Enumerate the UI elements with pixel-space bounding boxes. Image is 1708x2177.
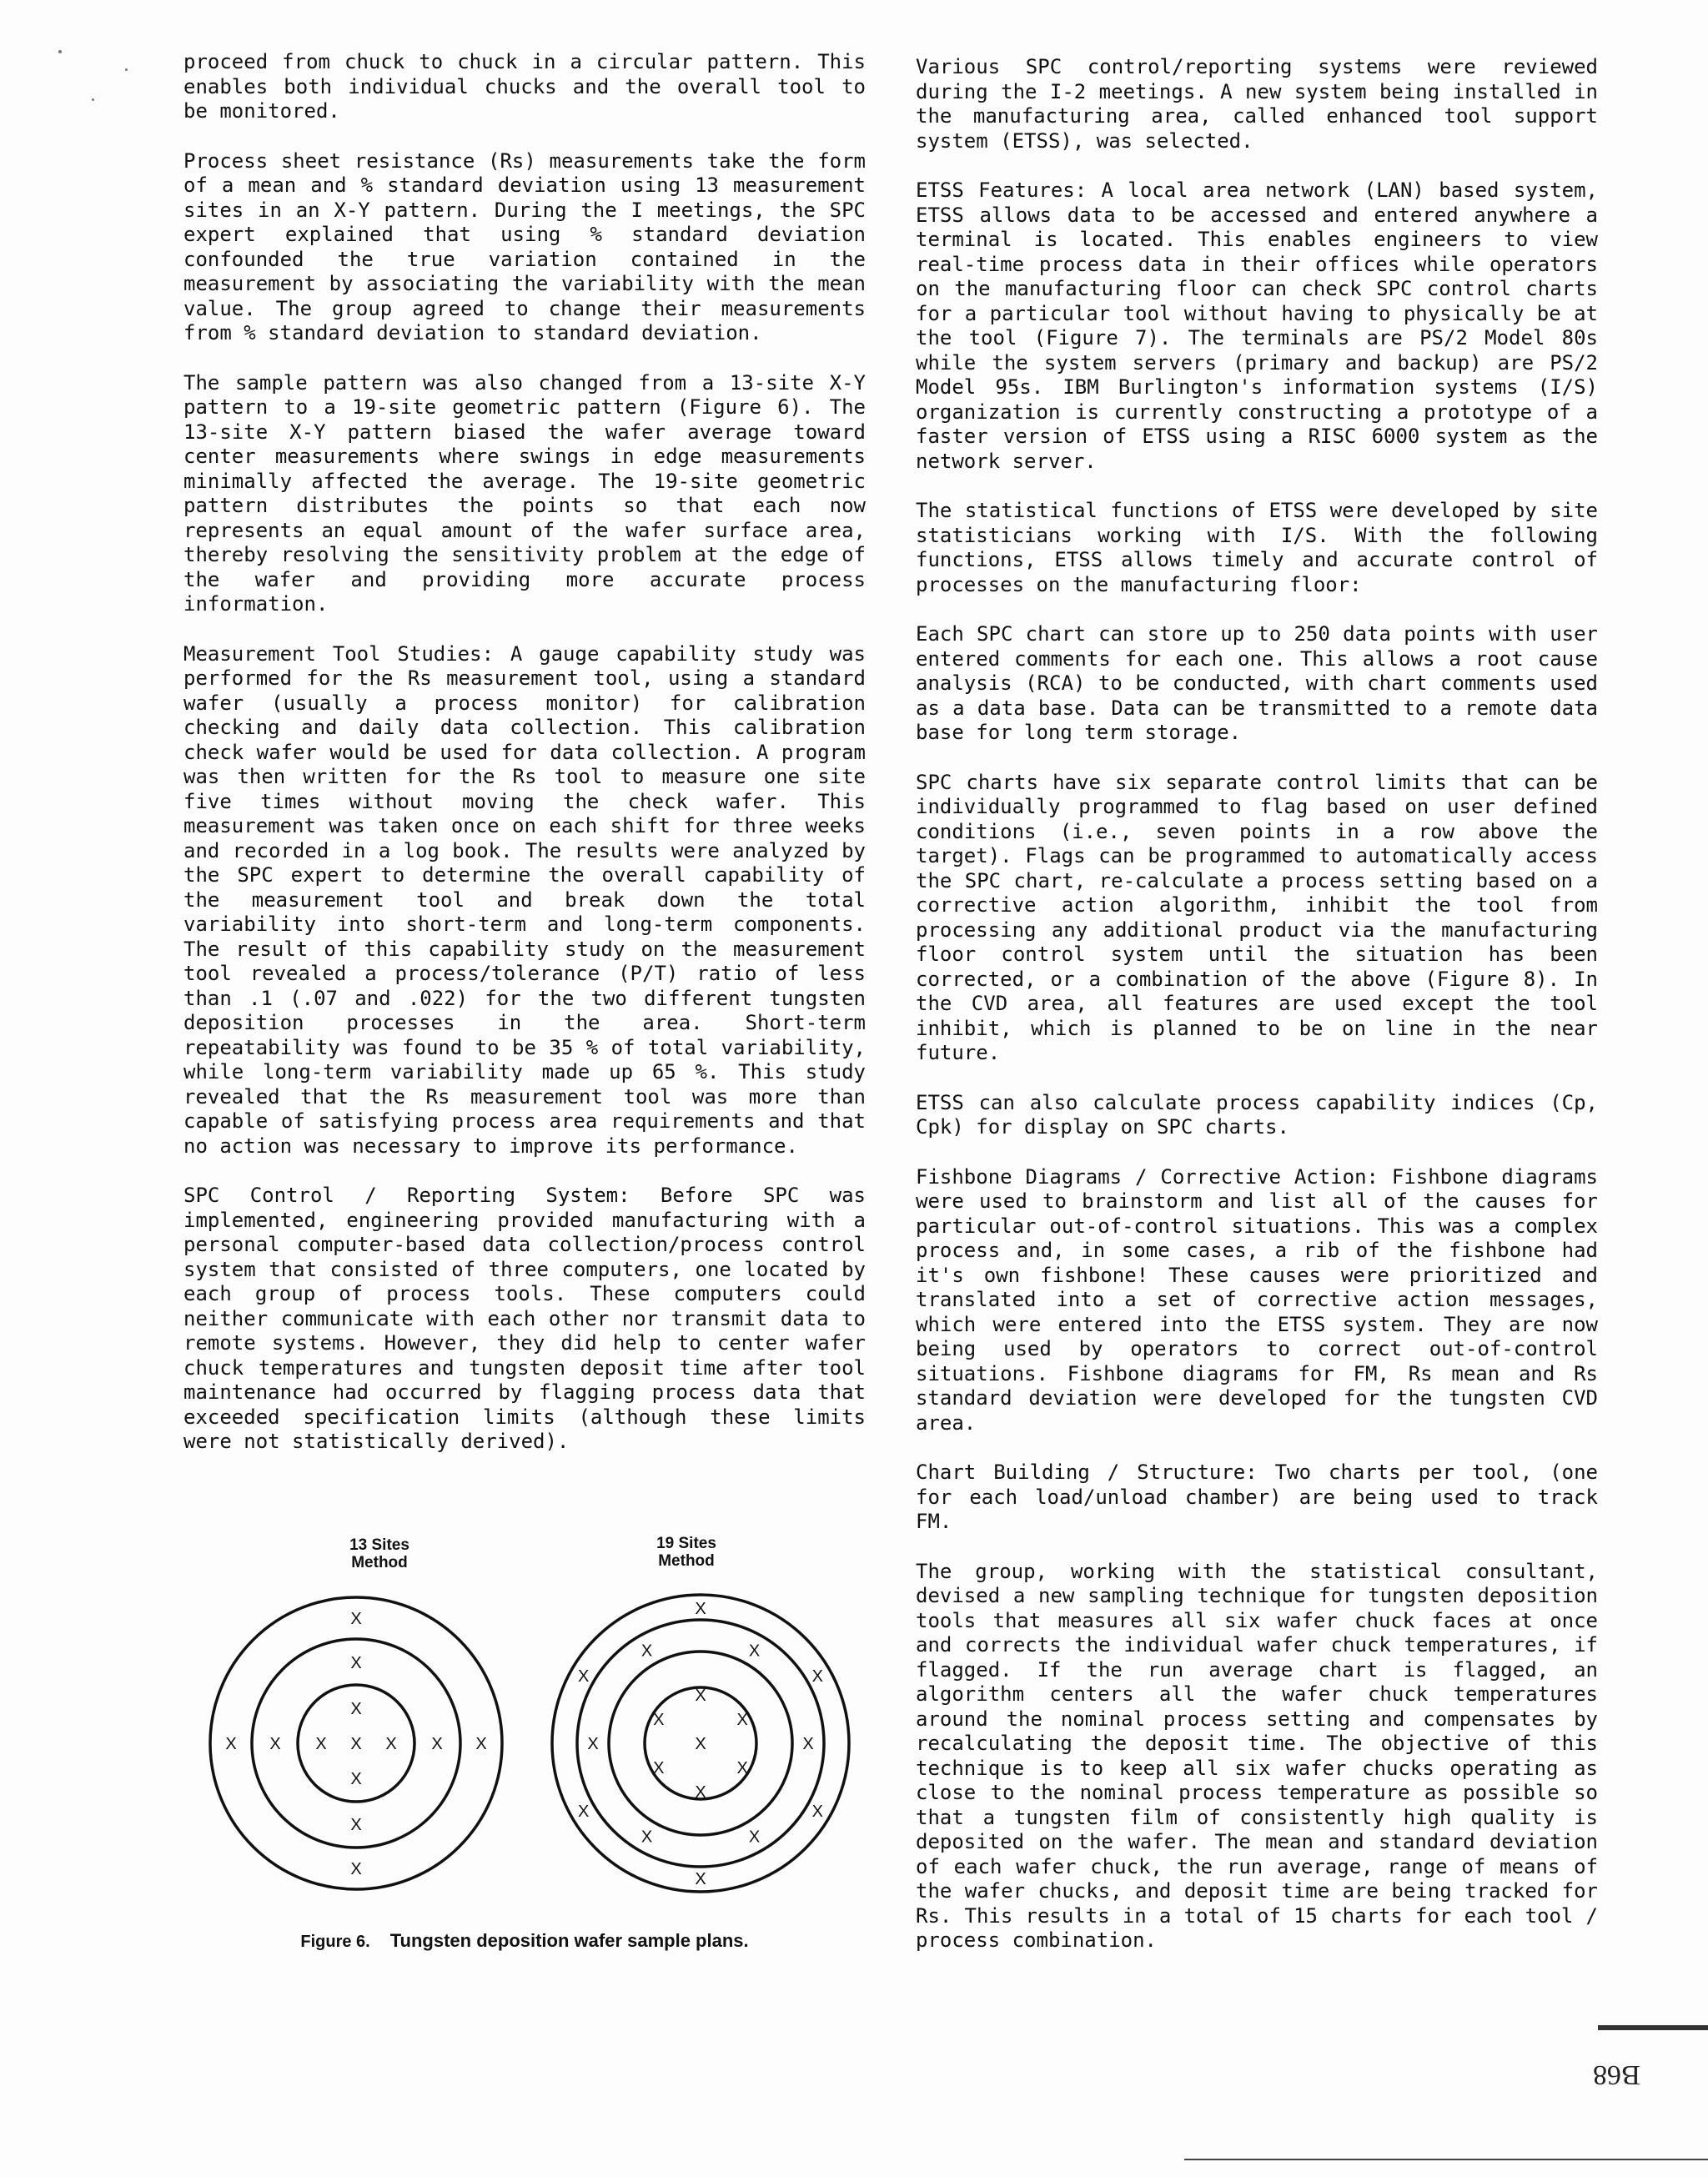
right-paragraph-9: The group, working with the statistical consultant, devised a new sampling technique for tungsten deposition tools that measures all six wafer chuck faces at once and corrects the individual wafer chuck temperatures, if flagged. If the run average chart is flagged, an algorithm centers all the wafer chuck temperatures around the nominal process setting and compensates by recalculating the deposit time. The objective of this technique is to keep all six wafer chucks operating as close to the nominal process temperature as possible so that a tungsten film of consistently high quality is deposited on the wafer. The mean and standard deviation of each wafer chuck, the run average, range of means of the wafer chucks, and deposit time are being tracked for Rs. This results in a total of 15 charts for each tool / process combination.	[916, 1559, 1598, 1952]
measurement-site-marker: X	[350, 1860, 362, 1878]
wafer-diagrams	[183, 1533, 866, 1925]
figure-label-13-sites-line2: Method	[351, 1554, 408, 1571]
measurement-site-marker: X	[225, 1735, 237, 1753]
bottom-rule	[1184, 2159, 1708, 2160]
measurement-site-marker: X	[811, 1802, 823, 1821]
right-paragraph-8: Chart Building / Structure: Two charts per tool, (one for each load/unload chamber) are being used to track FM.	[916, 1461, 1598, 1533]
measurement-site-marker: X	[695, 1687, 706, 1705]
measurement-site-marker: X	[695, 1783, 706, 1802]
measurement-site-marker: X	[640, 1642, 653, 1661]
figure-label-19-sites-line2: Method	[658, 1552, 715, 1570]
measurement-site-marker: X	[748, 1828, 761, 1847]
scan-speck	[125, 68, 128, 71]
measurement-site-marker: X	[802, 1735, 814, 1753]
measurement-site-marker: X	[350, 1610, 362, 1628]
figure-caption-text: Tungsten deposition wafer sample plans.	[389, 1930, 749, 1951]
right-paragraph-4: Each SPC chart can store up to 250 data points with user entered comments for each one. This allows a root cause analysis (RCA) to be conducted, with chart comments used as a data base. Data can be transmitted to a remote data base for long term storage.	[916, 622, 1598, 744]
measurement-site-marker: X	[587, 1735, 599, 1753]
figure-caption	[183, 1930, 866, 1952]
measurement-site-marker: X	[350, 1735, 362, 1753]
measurement-site-marker: X	[736, 1711, 748, 1729]
measurement-site-marker: X	[578, 1802, 590, 1821]
measurement-site-marker: X	[431, 1735, 443, 1753]
measurement-site-marker: X	[640, 1828, 653, 1847]
right-paragraph-7: Fishbone Diagrams / Corrective Action: Fishbone diagrams were used to brainstorm and list all of the causes for particular out-of-control situations. This was a complex process and, in some cases, a rib of the fishbone had it's own fishbone! These causes were prioritized and translated into a set of corrective action messages, which were entered into the ETSS system. They are now being used by operators to correct out-of-control situations. Fishbone diagrams for FM, Rs mean and Rs standard deviation were developed for the tungsten CVD area.	[916, 1164, 1598, 1435]
measurement-site-marker: X	[315, 1735, 327, 1753]
figure-6	[183, 1533, 866, 1967]
scan-speck	[92, 98, 94, 101]
wafer-13-sites-diagram	[210, 1597, 502, 1889]
measurement-site-marker: X	[695, 1600, 706, 1618]
measurement-site-marker: X	[350, 1816, 362, 1834]
right-text-column	[916, 55, 1598, 1978]
measurement-site-marker: X	[695, 1735, 706, 1753]
measurement-site-marker: X	[695, 1870, 706, 1888]
left-text-column	[183, 50, 866, 1480]
right-paragraph-2: ETSS Features: A local area network (LAN) based system, ETSS allows data to be accessed and entered anywhere a terminal is located. This enables engineers to view real-time process data in their offices while operators on the manufacturing floor can check SPC control charts for a particular tool without having to physically be at the tool (Figure 7). The terminals are PS/2 Model 80s while the system servers (primary and backup) are PS/2 Model 95s. IBM Burlington's information systems (I/S) organization is currently constructing a prototype of a faster version of ETSS using a RISC 6000 system as the network server.	[916, 178, 1598, 473]
figure-label-19-sites-line1: 19 Sites	[656, 1535, 716, 1552]
measurement-site-marker: X	[350, 1654, 362, 1672]
measurement-site-marker: X	[736, 1759, 748, 1777]
left-paragraph-2: Process sheet resistance (Rs) measurements take the form of a mean and % standard deviation using 13 measurement sites in an X-Y pattern. During the I meetings, the SPC expert explained that using % standard deviation confounded the true variation contained in the measurement by associating the variability with the mean value. The group agreed to change their measurements from % standard deviation to standard deviation.	[183, 148, 866, 344]
wafer-19-sites-diagram	[552, 1595, 849, 1892]
right-paragraph-6: ETSS can also calculate process capability indices (Cp, Cpk) for display on SPC charts.	[916, 1090, 1598, 1139]
figure-label-13-sites-line1: 13 Sites	[349, 1536, 409, 1554]
scan-margin-bar	[1598, 2025, 1708, 2030]
left-paragraph-5: SPC Control / Reporting System: Before SPC was implemented, engineering provided manufacturing with a personal computer-based data collection/process control system that consisted of three computers, one located by each group of process tools. These computers could neither communicate with each other nor transmit data to remote systems. However, they did help to center wafer chuck temperatures and tungsten deposit time after tool maintenance had occurred by flagging process data that exceeded specification limits (although these limits were not statistically derived).	[183, 1184, 866, 1453]
page-number: B68	[1593, 2059, 1640, 2090]
measurement-site-marker: X	[748, 1642, 761, 1661]
measurement-site-marker: X	[475, 1735, 487, 1753]
measurement-site-marker: X	[350, 1770, 362, 1788]
measurement-site-marker: X	[811, 1667, 823, 1686]
measurement-site-marker: X	[653, 1711, 665, 1729]
left-paragraph-3: The sample pattern was also changed from a 13-site X-Y pattern to a 19-site geometric pattern (Figure 6). The 13-site X-Y pattern biased the wafer average toward center measurements where swings in edge measurements minimally affected the average. The 19-site geometric pattern distributes the points so that each now represents an equal amount of the wafer surface area, thereby resolving the sensitivity problem at the edge of the wafer and providing more accurate process information.	[183, 370, 866, 616]
measurement-site-marker: X	[653, 1759, 665, 1777]
scan-speck	[58, 50, 62, 53]
measurement-site-marker: X	[578, 1667, 590, 1686]
right-paragraph-3: The statistical functions of ETSS were developed by site statisticians working with I/S. With the following functions, ETSS allows timely and accurate control of processes on the manufacturing floor:	[916, 499, 1598, 596]
measurement-site-marker: X	[350, 1700, 362, 1718]
left-paragraph-4: Measurement Tool Studies: A gauge capability study was performed for the Rs measurement tool, using a standard wafer (usually a process monitor) for calibration checking and daily data collection. This calibration check wafer would be used for data collection. A program was then written for the Rs tool to measure one site five times without moving the check wafer. This measurement was taken once on each shift for three weeks and recorded in a log book. The results were analyzed by the SPC expert to determine the overall capability of the measurement tool and break down the total variability into short-term and long-term components. The result of this capability study on the measurement tool revealed a process/tolerance (P/T) ratio of less than .1 (.07 and .022) for the two different tungsten deposition processes in the area. Short-term repeatability was found to be 35 % of total variability, while long-term variability made up 65 %. This study revealed that the Rs measurement tool was more than capable of satisfying process area requirements and that no action was necessary to improve its performance.	[183, 641, 866, 1158]
measurement-site-marker: X	[269, 1735, 281, 1753]
right-paragraph-1: Various SPC control/reporting systems were reviewed during the I-2 meetings. A new system being installed in the manufacturing area, called enhanced tool support system (ETSS), was selected.	[916, 55, 1598, 153]
figure-caption-number: Figure 6.	[300, 1933, 370, 1951]
right-paragraph-5: SPC charts have six separate control limits that can be individually programmed to flag based on user defined conditions (i.e., seven points in a row above the target). Flags can be programmed to automatically access the SPC chart, re-calculate a process setting based on a corrective action algorithm, inhibit the tool from processing any additional product via the manufacturing floor control system until the situation has been corrected, or a combination of the above (Figure 8). In the CVD area, all features are used except the tool inhibit, which is planned to be on line in the near future.	[916, 770, 1598, 1064]
measurement-site-marker: X	[385, 1735, 397, 1753]
left-paragraph-1: proceed from chuck to chuck in a circular pattern. This enables both individual chucks and the overall tool to be monitored.	[183, 50, 866, 123]
